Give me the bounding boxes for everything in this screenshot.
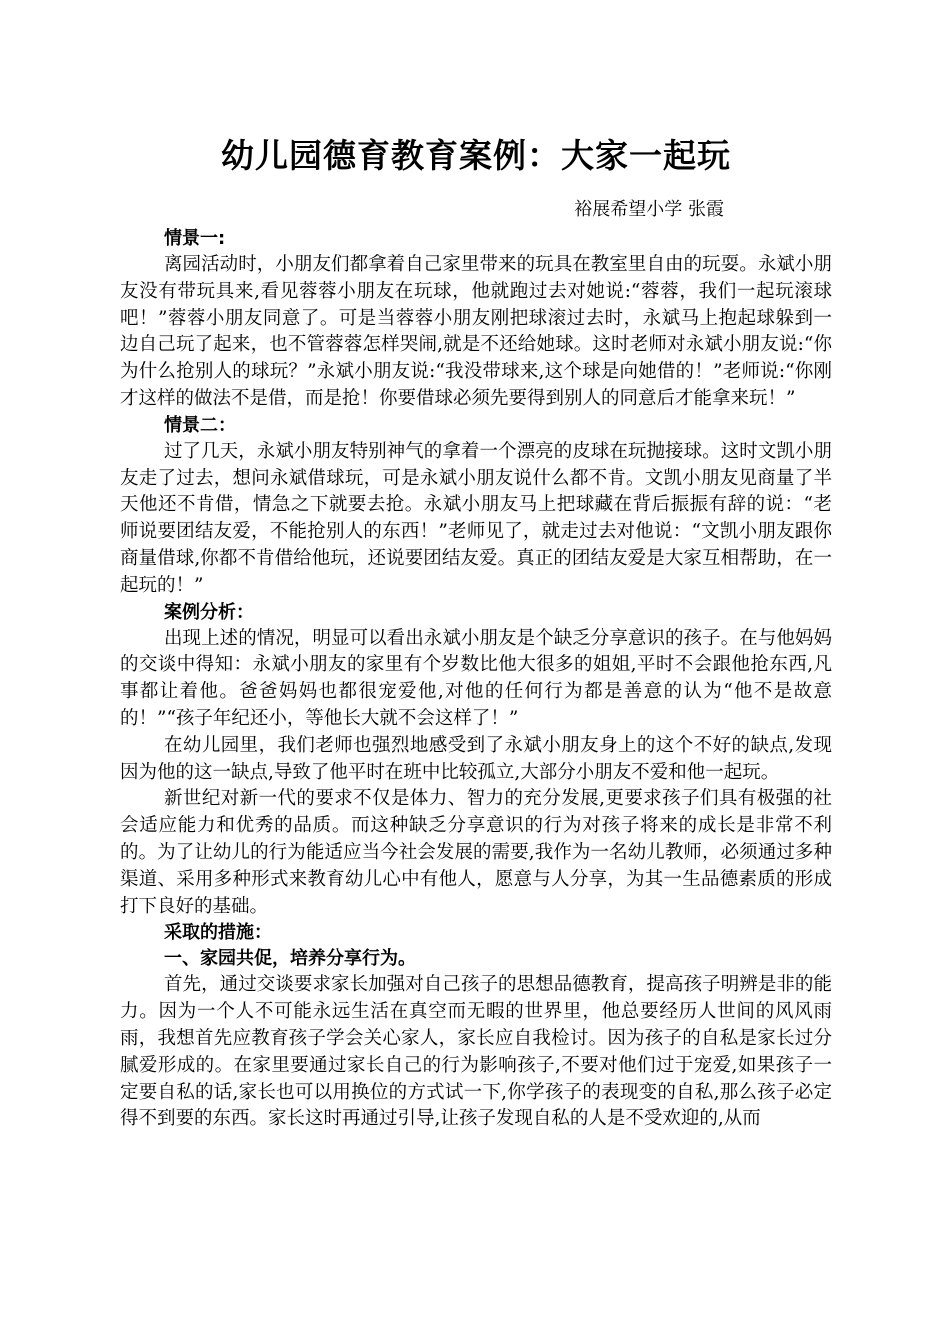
paragraph-analysis-1: 出现上述的情况，明显可以看出永斌小朋友是个缺乏分享意识的孩子。在与他妈妈的交谈中得知：永斌小朋友的家里有个岁数比他大很多的姐姐,平时不会跟他抢东西,凡事都让着他。爸爸妈妈也都很宠爱他,对他的任何行为都是善意的认为“他不是故意的！”“孩子年纪还小，等他长大就不会这样了！” — [120, 627, 832, 729]
subheading-measure-1: 一、家园共促，培养分享行为。 — [164, 948, 416, 970]
heading-scene-2: 情景二： — [164, 414, 236, 436]
author-line: 裕展希望小学 张霞 — [574, 199, 724, 220]
heading-analysis: 案例分析： — [164, 601, 254, 623]
heading-scene-1: 情景一: — [164, 228, 226, 249]
paragraph-scene-2: 过了几天，永斌小朋友特别神气的拿着一个漂亮的皮球在玩抛接球。这时文凯小朋友走了过去，想问永斌借球玩，可是永斌小朋友说什么都不肯。文凯小朋友见商量了半天他还不肯借，情急之下就要去抢。永斌小朋友马上把球藏在背后振振有辞的说：“老师说要团结友爱，不能抢别人的东西！”老师见了，就走过去对他说：“文凯小朋友跟你商量借球,你都不肯借给他玩，还说要团结友爱。真正的团结友爱是大家互相帮助，在一起玩的！” — [120, 440, 832, 596]
heading-measures: 采取的措施： — [164, 922, 272, 944]
paragraph-scene-1: 离园活动时，小朋友们都拿着自己家里带来的玩具在教室里自由的玩耍。永斌小朋友没有带玩具来,看见蓉蓉小朋友在玩球，他就跑过去对她说:“蓉蓉，我们一起玩滚球吧！”蓉蓉小朋友同意了。可是当蓉蓉小朋友刚把球滚过去时，永斌马上抱起球躲到一边自己玩了起来，也不管蓉蓉怎样哭闹,就是不还给她球。这时老师对永斌小朋友说:“你为什么抢别人的球玩？”永斌小朋友说:“我没带球来,这个球是向她借的！”老师说:“你刚才这样的做法不是借，而是抢！你要借球必须先要得到别人的同意后才能拿来玩！” — [120, 254, 832, 409]
paragraph-analysis-2: 在幼儿园里，我们老师也强烈地感受到了永斌小朋友身上的这个不好的缺点,发现因为他的这一缺点,导致了他平时在班中比较孤立,大部分小朋友不爱和他一起玩。 — [120, 734, 832, 783]
document-page — [120, 130, 832, 1133]
document-title: 幼儿园德育教育案例：大家一起玩 — [221, 136, 731, 175]
paragraph-analysis-3: 新世纪对新一代的要求不仅是体力、智力的充分发展,更要求孩子们具有极强的社会适应能力和优秀的品质。而这种缺乏分享意识的行为对孩子将来的成长是非常不利的。为了让幼儿的行为能适应当今社会发展的需要,我作为一名幼儿教师，必须通过多种渠道、采用多种形式来教育幼儿心中有他人，愿意与人分享，为其一生品德素质的形成打下良好的基础。 — [120, 788, 832, 917]
paragraph-measure-1: 首先，通过交谈要求家长加强对自己孩子的思想品德教育，提高孩子明辨是非的能力。因为一个人不可能永远生活在真空而无暇的世界里，他总要经历人世间的风风雨雨，我想首先应教育孩子学会关心家人，家长应自我检讨。因为孩子的自私是家长过分腻爱形成的。在家里要通过家长自己的行为影响孩子,不要对他们过于宠爱,如果孩子一定要自私的话,家长也可以用换位的方式试一下,你学孩子的表现变的自私,那么孩子必定得不到要的东西。家长这时再通过引导,让孩子发现自私的人是不受欢迎的,从而 — [120, 974, 832, 1130]
